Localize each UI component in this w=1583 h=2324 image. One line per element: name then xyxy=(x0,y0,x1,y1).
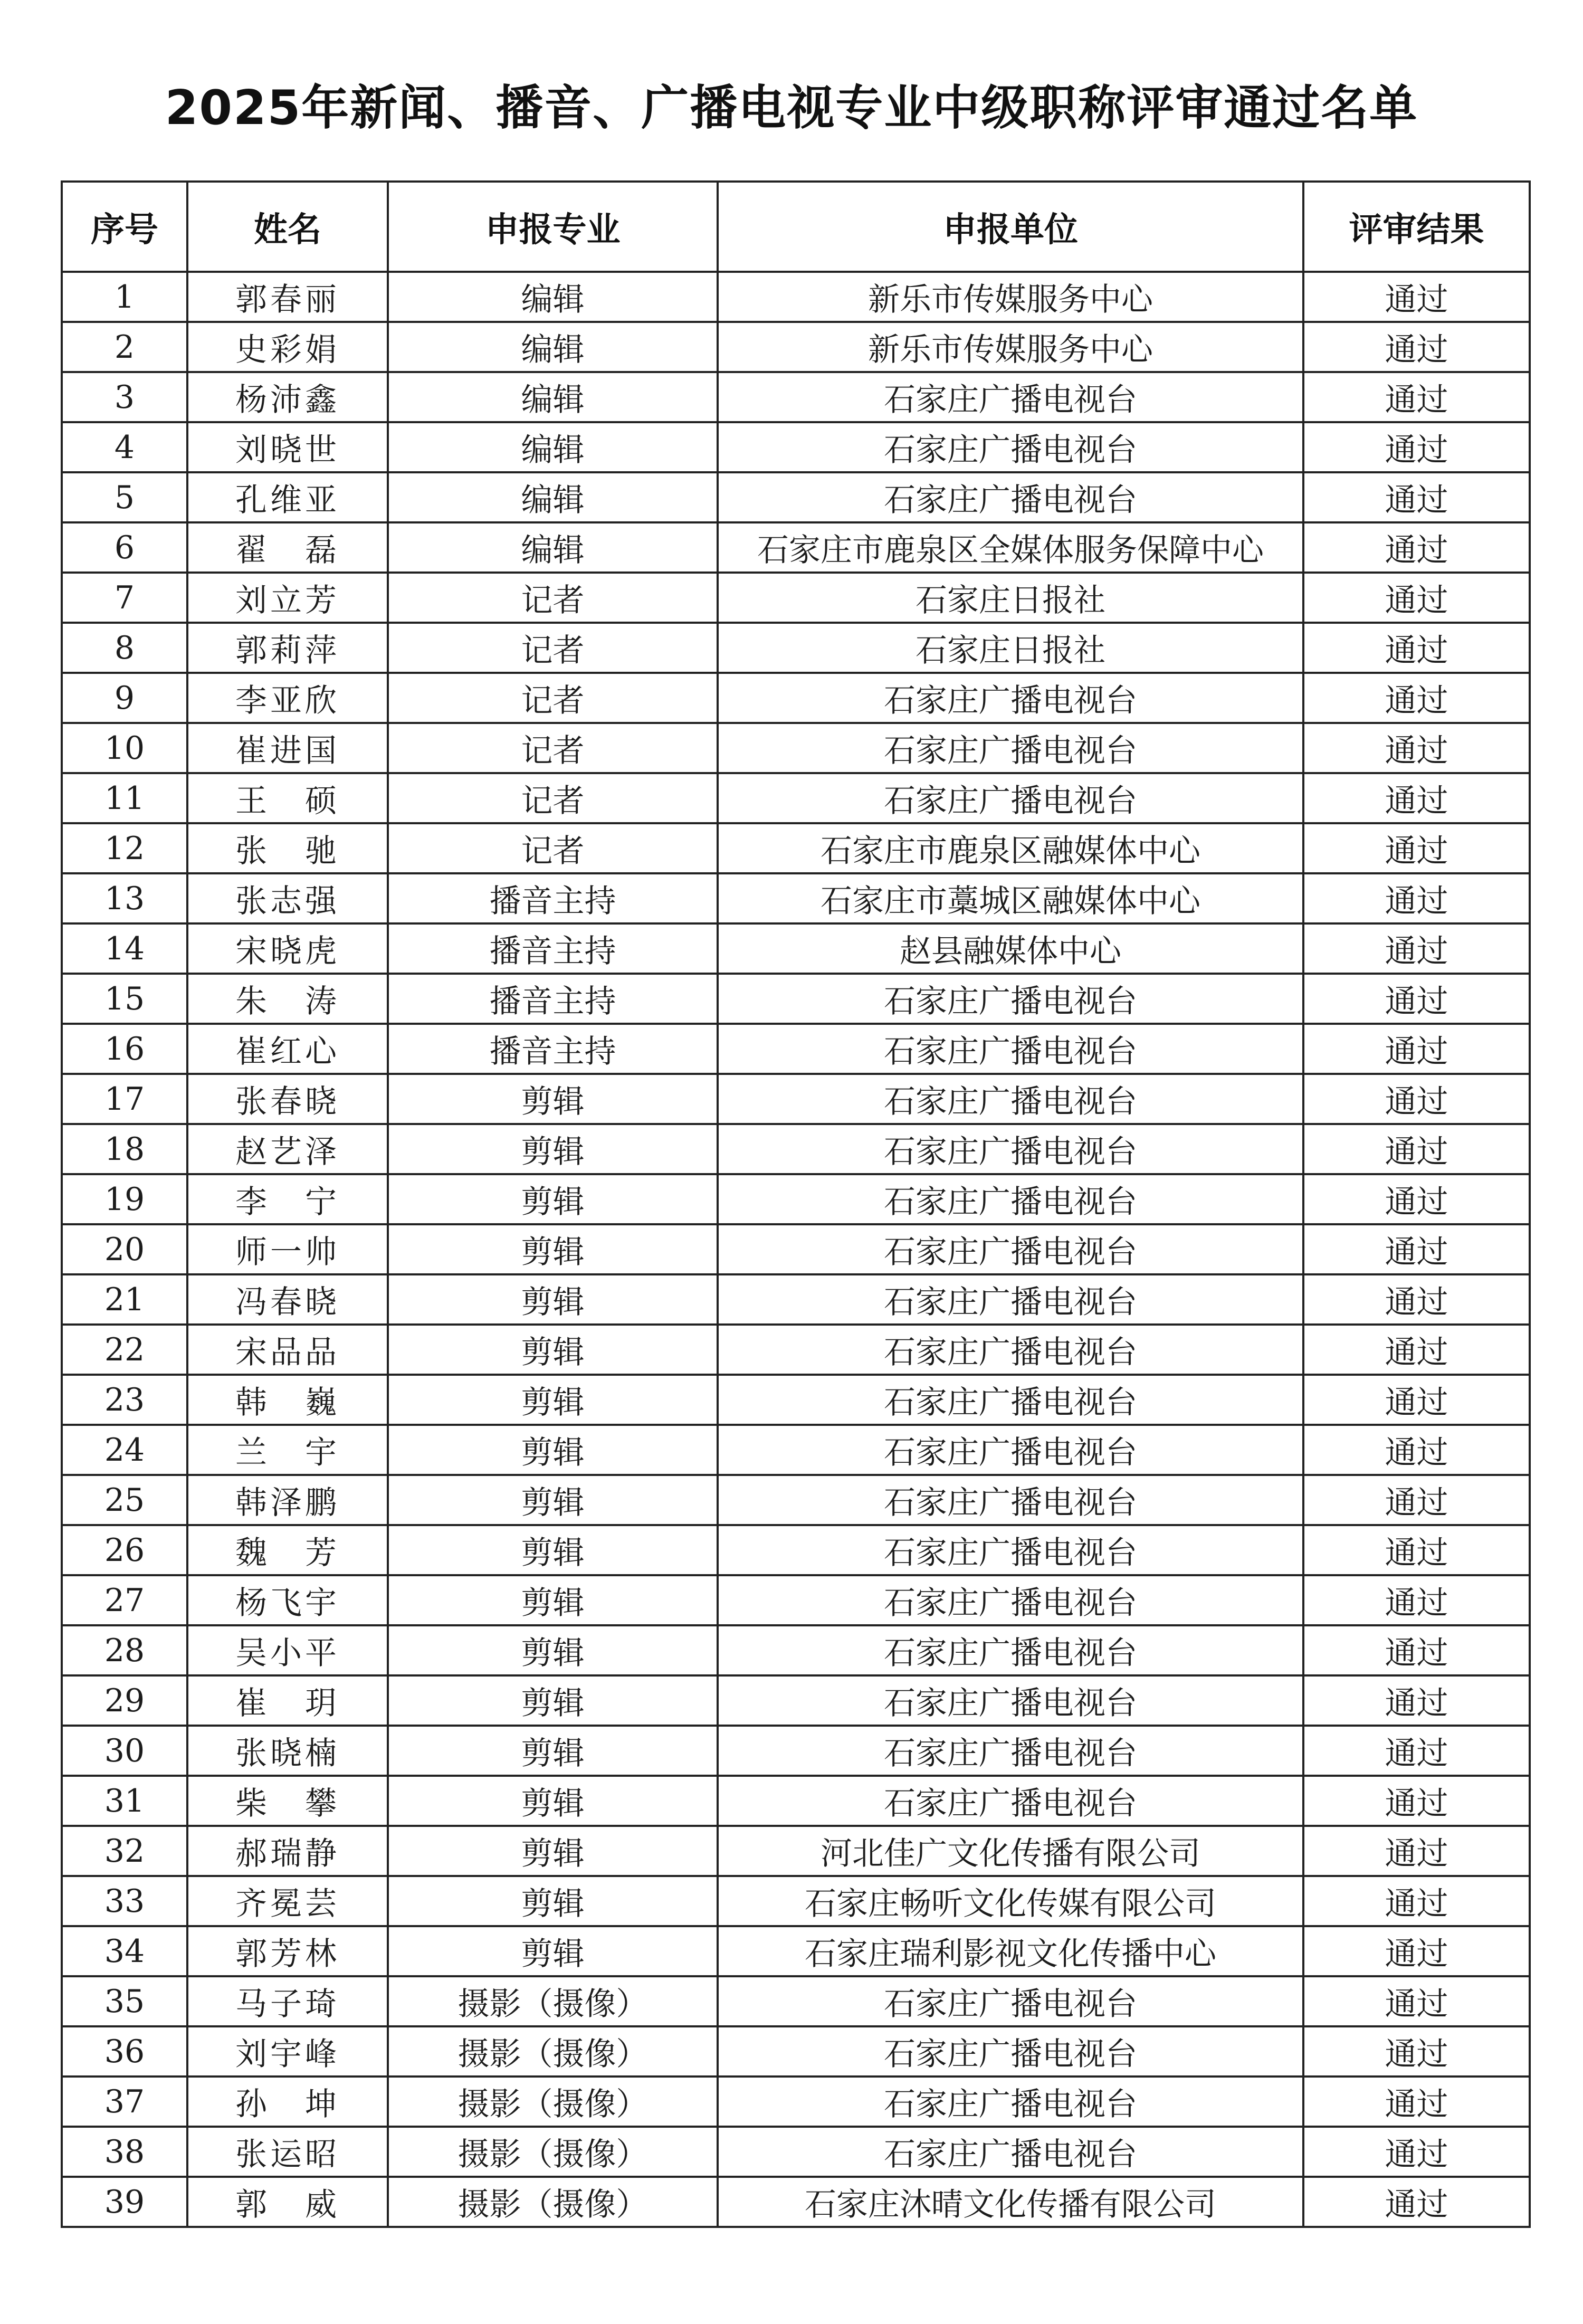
cell-seq: 15 xyxy=(62,974,187,1024)
cell-name: 张志强 xyxy=(187,873,388,923)
table-row xyxy=(62,1425,1530,1475)
table-row xyxy=(62,823,1530,873)
cell-result: 通过 xyxy=(1303,573,1530,623)
cell-unit: 河北佳广文化传播有限公司 xyxy=(718,1826,1303,1876)
cell-name: 马子琦 xyxy=(187,1976,388,2026)
cell-result: 通过 xyxy=(1303,1776,1530,1826)
cell-major: 编辑 xyxy=(388,322,718,372)
cell-name: 刘晓世 xyxy=(187,422,388,472)
cell-major: 编辑 xyxy=(388,522,718,573)
cell-name: 孔维亚 xyxy=(187,472,388,522)
cell-result: 通过 xyxy=(1303,1926,1530,1976)
table-row xyxy=(62,1675,1530,1726)
cell-name: 孙 坤 xyxy=(187,2077,388,2127)
table-row xyxy=(62,522,1530,573)
cell-name: 韩泽鹏 xyxy=(187,1475,388,1525)
cell-result: 通过 xyxy=(1303,2177,1530,2227)
table-row xyxy=(62,773,1530,823)
cell-major: 剪辑 xyxy=(388,1325,718,1375)
cell-unit: 新乐市传媒服务中心 xyxy=(718,272,1303,322)
cell-result: 通过 xyxy=(1303,372,1530,422)
table-body xyxy=(62,272,1530,2227)
cell-result: 通过 xyxy=(1303,1425,1530,1475)
cell-result: 通过 xyxy=(1303,2077,1530,2127)
cell-major: 剪辑 xyxy=(388,1625,718,1675)
cell-result: 通过 xyxy=(1303,1074,1530,1124)
cell-seq: 7 xyxy=(62,573,187,623)
cell-seq: 28 xyxy=(62,1625,187,1675)
table-row xyxy=(62,1776,1530,1826)
cell-name: 兰 宇 xyxy=(187,1425,388,1475)
cell-name: 宋品品 xyxy=(187,1325,388,1375)
cell-name: 郭莉萍 xyxy=(187,623,388,673)
cell-name: 张春晓 xyxy=(187,1074,388,1124)
table-row xyxy=(62,1124,1530,1174)
table-row xyxy=(62,1174,1530,1224)
cell-unit: 石家庄广播电视台 xyxy=(718,673,1303,723)
cell-unit: 石家庄广播电视台 xyxy=(718,1776,1303,1826)
cell-result: 通过 xyxy=(1303,272,1530,322)
table-row xyxy=(62,1625,1530,1675)
cell-unit: 新乐市传媒服务中心 xyxy=(718,322,1303,372)
cell-unit: 石家庄日报社 xyxy=(718,623,1303,673)
table-row xyxy=(62,1274,1530,1325)
cell-major: 剪辑 xyxy=(388,1575,718,1625)
cell-major: 剪辑 xyxy=(388,1375,718,1425)
cell-unit: 石家庄广播电视台 xyxy=(718,723,1303,773)
table-row xyxy=(62,873,1530,923)
cell-major: 摄影（摄像） xyxy=(388,2077,718,2127)
cell-name: 师一帅 xyxy=(187,1224,388,1274)
cell-seq: 11 xyxy=(62,773,187,823)
column-header-seq: 序号 xyxy=(62,182,187,272)
cell-seq: 19 xyxy=(62,1174,187,1224)
cell-name: 宋晓虎 xyxy=(187,923,388,974)
cell-name: 崔红心 xyxy=(187,1024,388,1074)
table-row xyxy=(62,623,1530,673)
cell-name: 刘宇峰 xyxy=(187,2026,388,2077)
table-row xyxy=(62,1224,1530,1274)
cell-unit: 石家庄广播电视台 xyxy=(718,1976,1303,2026)
cell-unit: 石家庄广播电视台 xyxy=(718,1124,1303,1174)
cell-major: 编辑 xyxy=(388,472,718,522)
cell-unit: 石家庄广播电视台 xyxy=(718,422,1303,472)
cell-result: 通过 xyxy=(1303,873,1530,923)
table-row xyxy=(62,2177,1530,2227)
cell-name: 张 驰 xyxy=(187,823,388,873)
cell-unit: 石家庄广播电视台 xyxy=(718,1024,1303,1074)
cell-major: 记者 xyxy=(388,773,718,823)
cell-result: 通过 xyxy=(1303,1575,1530,1625)
cell-unit: 石家庄广播电视台 xyxy=(718,2026,1303,2077)
cell-result: 通过 xyxy=(1303,1625,1530,1675)
cell-result: 通过 xyxy=(1303,522,1530,573)
cell-unit: 石家庄广播电视台 xyxy=(718,1425,1303,1475)
cell-seq: 6 xyxy=(62,522,187,573)
cell-seq: 26 xyxy=(62,1525,187,1575)
cell-unit: 石家庄广播电视台 xyxy=(718,974,1303,1024)
cell-result: 通过 xyxy=(1303,1475,1530,1525)
cell-seq: 13 xyxy=(62,873,187,923)
cell-result: 通过 xyxy=(1303,1976,1530,2026)
cell-seq: 20 xyxy=(62,1224,187,1274)
cell-result: 通过 xyxy=(1303,322,1530,372)
cell-major: 编辑 xyxy=(388,422,718,472)
cell-name: 杨飞宇 xyxy=(187,1575,388,1625)
cell-unit: 赵县融媒体中心 xyxy=(718,923,1303,974)
cell-result: 通过 xyxy=(1303,1124,1530,1174)
cell-name: 杨沛鑫 xyxy=(187,372,388,422)
table-row xyxy=(62,1475,1530,1525)
cell-seq: 30 xyxy=(62,1726,187,1776)
cell-unit: 石家庄市鹿泉区全媒体服务保障中心 xyxy=(718,522,1303,573)
cell-major: 剪辑 xyxy=(388,1274,718,1325)
cell-name: 刘立芳 xyxy=(187,573,388,623)
table-row xyxy=(62,1024,1530,1074)
cell-unit: 石家庄广播电视台 xyxy=(718,372,1303,422)
cell-seq: 31 xyxy=(62,1776,187,1826)
cell-result: 通过 xyxy=(1303,974,1530,1024)
cell-seq: 10 xyxy=(62,723,187,773)
cell-name: 朱 涛 xyxy=(187,974,388,1024)
cell-unit: 石家庄广播电视台 xyxy=(718,1274,1303,1325)
cell-seq: 37 xyxy=(62,2077,187,2127)
cell-result: 通过 xyxy=(1303,422,1530,472)
cell-seq: 4 xyxy=(62,422,187,472)
cell-name: 翟 磊 xyxy=(187,522,388,573)
table-row xyxy=(62,974,1530,1024)
table-row xyxy=(62,1074,1530,1124)
cell-seq: 25 xyxy=(62,1475,187,1525)
cell-major: 剪辑 xyxy=(388,1926,718,1976)
cell-unit: 石家庄广播电视台 xyxy=(718,1575,1303,1625)
table-header xyxy=(62,182,1530,272)
table-row xyxy=(62,723,1530,773)
cell-name: 郭 威 xyxy=(187,2177,388,2227)
cell-unit: 石家庄广播电视台 xyxy=(718,1625,1303,1675)
table-row xyxy=(62,322,1530,372)
cell-result: 通过 xyxy=(1303,1024,1530,1074)
cell-seq: 22 xyxy=(62,1325,187,1375)
cell-result: 通过 xyxy=(1303,2127,1530,2177)
cell-major: 摄影（摄像） xyxy=(388,1976,718,2026)
cell-unit: 石家庄广播电视台 xyxy=(718,2127,1303,2177)
cell-unit: 石家庄广播电视台 xyxy=(718,1375,1303,1425)
cell-result: 通过 xyxy=(1303,472,1530,522)
cell-seq: 33 xyxy=(62,1876,187,1926)
cell-major: 剪辑 xyxy=(388,1124,718,1174)
cell-name: 冯春晓 xyxy=(187,1274,388,1325)
cell-major: 摄影（摄像） xyxy=(388,2026,718,2077)
cell-major: 剪辑 xyxy=(388,1876,718,1926)
cell-unit: 石家庄市藁城区融媒体中心 xyxy=(718,873,1303,923)
cell-result: 通过 xyxy=(1303,823,1530,873)
cell-seq: 35 xyxy=(62,1976,187,2026)
cell-major: 剪辑 xyxy=(388,1425,718,1475)
cell-major: 摄影（摄像） xyxy=(388,2127,718,2177)
cell-seq: 5 xyxy=(62,472,187,522)
cell-major: 记者 xyxy=(388,623,718,673)
cell-name: 齐冕芸 xyxy=(187,1876,388,1926)
cell-seq: 32 xyxy=(62,1826,187,1876)
cell-result: 通过 xyxy=(1303,1375,1530,1425)
cell-result: 通过 xyxy=(1303,1726,1530,1776)
cell-unit: 石家庄广播电视台 xyxy=(718,1224,1303,1274)
cell-name: 张运昭 xyxy=(187,2127,388,2177)
cell-unit: 石家庄广播电视台 xyxy=(718,1726,1303,1776)
cell-seq: 38 xyxy=(62,2127,187,2177)
cell-major: 剪辑 xyxy=(388,1074,718,1124)
column-header-result: 评审结果 xyxy=(1303,182,1530,272)
cell-major: 摄影（摄像） xyxy=(388,2177,718,2227)
cell-name: 郝瑞静 xyxy=(187,1826,388,1876)
column-header-unit: 申报单位 xyxy=(718,182,1303,272)
cell-result: 通过 xyxy=(1303,1174,1530,1224)
cell-name: 韩 巍 xyxy=(187,1375,388,1425)
approval-list-table xyxy=(61,180,1531,2228)
cell-unit: 石家庄广播电视台 xyxy=(718,1074,1303,1124)
table-row xyxy=(62,923,1530,974)
cell-name: 李 宁 xyxy=(187,1174,388,1224)
cell-unit: 石家庄广播电视台 xyxy=(718,1475,1303,1525)
table-row xyxy=(62,1726,1530,1776)
cell-seq: 12 xyxy=(62,823,187,873)
cell-major: 播音主持 xyxy=(388,1024,718,1074)
table-row xyxy=(62,2026,1530,2077)
cell-name: 李亚欣 xyxy=(187,673,388,723)
table-row xyxy=(62,1926,1530,1976)
cell-major: 记者 xyxy=(388,723,718,773)
cell-seq: 17 xyxy=(62,1074,187,1124)
table-row xyxy=(62,1826,1530,1876)
cell-result: 通过 xyxy=(1303,1325,1530,1375)
cell-name: 王 硕 xyxy=(187,773,388,823)
cell-name: 史彩娟 xyxy=(187,322,388,372)
cell-seq: 29 xyxy=(62,1675,187,1726)
cell-major: 剪辑 xyxy=(388,1826,718,1876)
table-row xyxy=(62,372,1530,422)
cell-result: 通过 xyxy=(1303,1826,1530,1876)
cell-result: 通过 xyxy=(1303,1274,1530,1325)
cell-seq: 9 xyxy=(62,673,187,723)
cell-result: 通过 xyxy=(1303,1876,1530,1926)
page-title: 2025年新闻、播音、广播电视专业中级职称评审通过名单 xyxy=(165,80,1418,136)
cell-major: 剪辑 xyxy=(388,1525,718,1575)
table-row xyxy=(62,1876,1530,1926)
table-row xyxy=(62,2077,1530,2127)
cell-major: 剪辑 xyxy=(388,1726,718,1776)
cell-result: 通过 xyxy=(1303,1675,1530,1726)
cell-unit: 石家庄瑞利影视文化传播中心 xyxy=(718,1926,1303,1976)
cell-seq: 14 xyxy=(62,923,187,974)
cell-seq: 18 xyxy=(62,1124,187,1174)
cell-unit: 石家庄广播电视台 xyxy=(718,1675,1303,1726)
cell-major: 剪辑 xyxy=(388,1776,718,1826)
table-row xyxy=(62,422,1530,472)
cell-result: 通过 xyxy=(1303,2026,1530,2077)
cell-major: 剪辑 xyxy=(388,1475,718,1525)
cell-major: 记者 xyxy=(388,823,718,873)
cell-unit: 石家庄广播电视台 xyxy=(718,1525,1303,1575)
cell-name: 崔进国 xyxy=(187,723,388,773)
cell-unit: 石家庄广播电视台 xyxy=(718,773,1303,823)
cell-unit: 石家庄广播电视台 xyxy=(718,2077,1303,2127)
cell-name: 崔 玥 xyxy=(187,1675,388,1726)
table-row xyxy=(62,1375,1530,1425)
cell-seq: 16 xyxy=(62,1024,187,1074)
cell-seq: 34 xyxy=(62,1926,187,1976)
cell-result: 通过 xyxy=(1303,723,1530,773)
table-row xyxy=(62,272,1530,322)
cell-major: 编辑 xyxy=(388,272,718,322)
cell-major: 剪辑 xyxy=(388,1174,718,1224)
cell-seq: 27 xyxy=(62,1575,187,1625)
cell-major: 记者 xyxy=(388,573,718,623)
cell-unit: 石家庄广播电视台 xyxy=(718,472,1303,522)
table-row xyxy=(62,673,1530,723)
cell-name: 柴 攀 xyxy=(187,1776,388,1826)
cell-unit: 石家庄沐晴文化传播有限公司 xyxy=(718,2177,1303,2227)
cell-result: 通过 xyxy=(1303,773,1530,823)
cell-name: 吴小平 xyxy=(187,1625,388,1675)
cell-result: 通过 xyxy=(1303,1224,1530,1274)
table-row xyxy=(62,2127,1530,2177)
cell-seq: 8 xyxy=(62,623,187,673)
cell-seq: 21 xyxy=(62,1274,187,1325)
cell-major: 记者 xyxy=(388,673,718,723)
cell-seq: 24 xyxy=(62,1425,187,1475)
cell-unit: 石家庄广播电视台 xyxy=(718,1325,1303,1375)
cell-major: 剪辑 xyxy=(388,1224,718,1274)
cell-name: 张晓楠 xyxy=(187,1726,388,1776)
cell-major: 编辑 xyxy=(388,372,718,422)
column-header-name: 姓名 xyxy=(187,182,388,272)
cell-seq: 39 xyxy=(62,2177,187,2227)
table-row xyxy=(62,1575,1530,1625)
cell-name: 郭春丽 xyxy=(187,272,388,322)
table-row xyxy=(62,1525,1530,1575)
cell-unit: 石家庄畅听文化传媒有限公司 xyxy=(718,1876,1303,1926)
cell-result: 通过 xyxy=(1303,923,1530,974)
cell-result: 通过 xyxy=(1303,1525,1530,1575)
cell-major: 剪辑 xyxy=(388,1675,718,1726)
cell-seq: 3 xyxy=(62,372,187,422)
cell-name: 魏 芳 xyxy=(187,1525,388,1575)
cell-result: 通过 xyxy=(1303,673,1530,723)
column-header-major: 申报专业 xyxy=(388,182,718,272)
cell-seq: 1 xyxy=(62,272,187,322)
table-row xyxy=(62,1976,1530,2026)
cell-result: 通过 xyxy=(1303,623,1530,673)
table-header-row xyxy=(62,182,1530,272)
cell-seq: 36 xyxy=(62,2026,187,2077)
cell-unit: 石家庄日报社 xyxy=(718,573,1303,623)
cell-major: 播音主持 xyxy=(388,974,718,1024)
cell-unit: 石家庄广播电视台 xyxy=(718,1174,1303,1224)
cell-seq: 23 xyxy=(62,1375,187,1425)
table-row xyxy=(62,1325,1530,1375)
table-row xyxy=(62,472,1530,522)
table-row xyxy=(62,573,1530,623)
cell-name: 郭芳林 xyxy=(187,1926,388,1976)
cell-major: 播音主持 xyxy=(388,873,718,923)
cell-unit: 石家庄市鹿泉区融媒体中心 xyxy=(718,823,1303,873)
cell-name: 赵艺泽 xyxy=(187,1124,388,1174)
cell-major: 播音主持 xyxy=(388,923,718,974)
cell-seq: 2 xyxy=(62,322,187,372)
